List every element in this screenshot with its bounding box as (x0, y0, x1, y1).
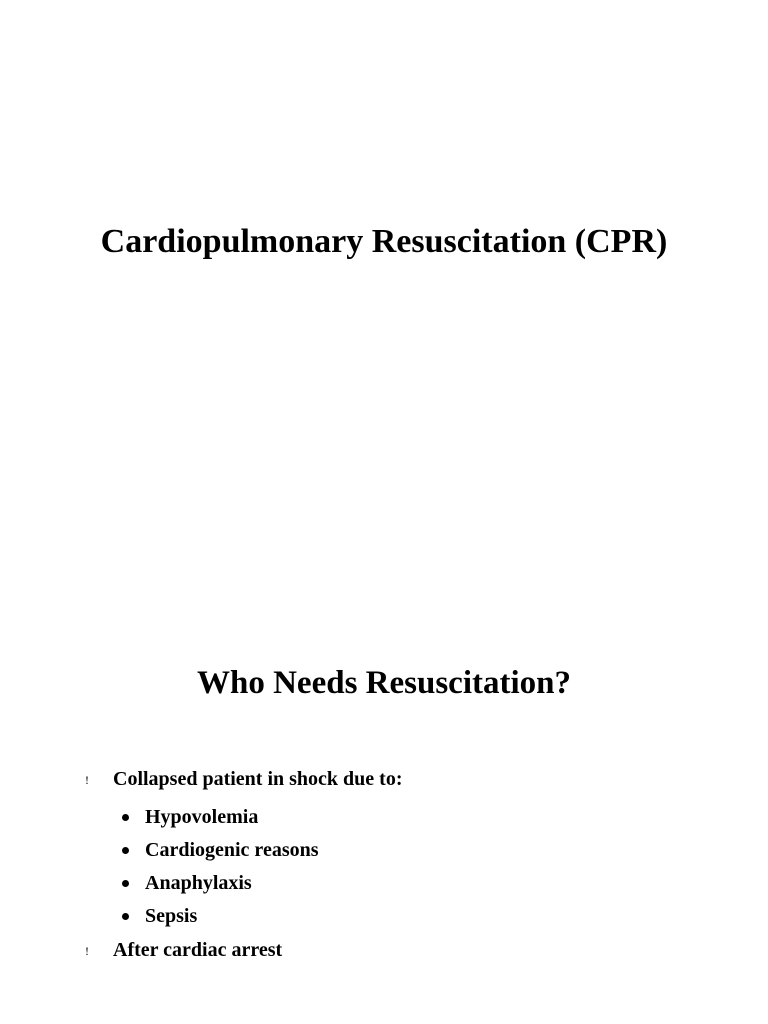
bullet-marker: ! (85, 944, 89, 958)
page-title: Cardiopulmonary Resuscitation (CPR) (100, 223, 668, 260)
bullet-dot-icon (122, 814, 129, 821)
list-item (0, 766, 768, 792)
bullet-dot-icon (122, 913, 129, 920)
sub-list-item-text: Cardiogenic reasons (145, 839, 319, 861)
bullet-dot-icon (122, 880, 129, 887)
sub-list-item (0, 870, 768, 896)
list-item-text: Collapsed patient in shock due to: (113, 768, 403, 790)
bullet-marker: ! (85, 773, 89, 787)
list-item (0, 937, 768, 963)
sub-list-item-text: Sepsis (145, 905, 198, 927)
sub-list-item (0, 903, 768, 929)
section-heading: Who Needs Resuscitation? (196, 665, 571, 701)
sub-list-item-text: Anaphylaxis (145, 872, 252, 894)
bullet-dot-icon (122, 847, 129, 854)
list-item-text: After cardiac arrest (113, 939, 283, 961)
sub-list-item (0, 804, 768, 830)
sub-list-item (0, 837, 768, 863)
sub-list-item-text: Hypovolemia (145, 806, 259, 828)
